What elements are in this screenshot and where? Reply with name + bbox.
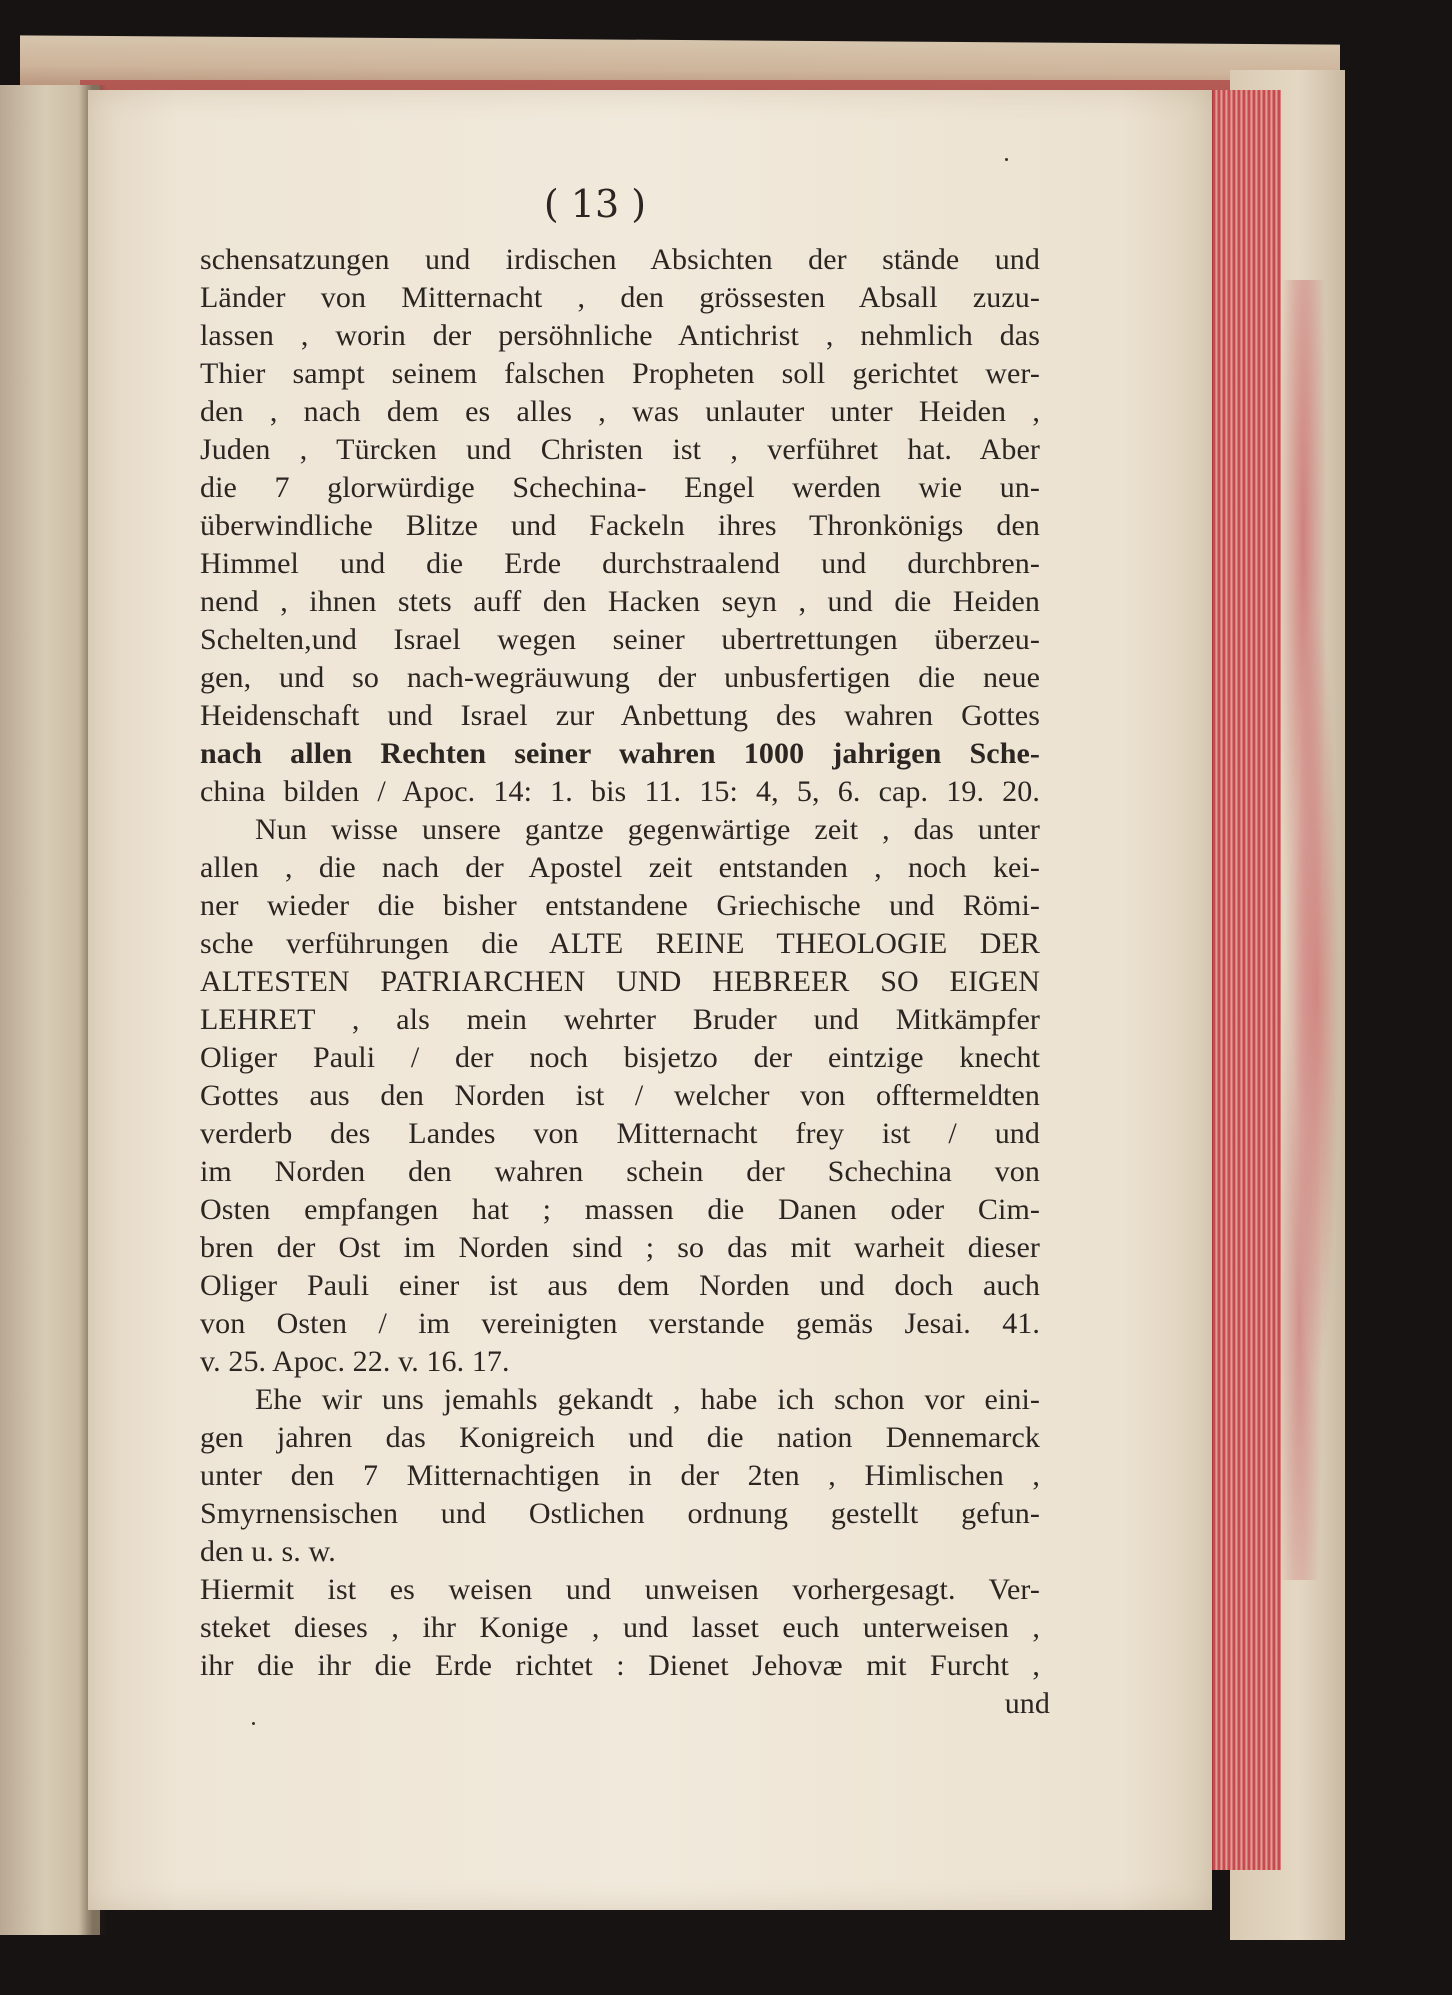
text-line: gen, und so nach-wegräuwung der unbusfertigen die neue: [200, 661, 1040, 694]
text-line: china bilden / Apoc. 14: 1. bis 11. 15: 4, 5, 6. cap. 19. 20.: [200, 775, 1040, 808]
red-fore-edge: [1210, 90, 1281, 1870]
text-line: Schelten,und Israel wegen seiner ubertrettungen überzeu-: [200, 623, 1040, 656]
text-line: Heidenschaft und Israel zur Anbettung des wahren Gottes: [200, 699, 1040, 732]
ink-speck: [252, 1722, 255, 1725]
page-number: ( 13 ): [543, 182, 647, 226]
text-line: ALTESTEN PATRIARCHEN UND HEBREER SO EIGEN: [200, 965, 1040, 998]
text-line: schensatzungen und irdischen Absichten der stände und: [200, 243, 1040, 276]
text-line: Ehe wir uns jemahls gekandt , habe ich schon vor eini-: [255, 1383, 1040, 1416]
text-line: verderb des Landes von Mitternacht frey ist / und: [200, 1117, 1040, 1150]
text-line: nend , ihnen stets auff den Hacken seyn , und die Heiden: [200, 585, 1040, 618]
text-line: ihr die ihr die Erde richtet : Dienet Jehovæ mit Furcht ,: [200, 1649, 1040, 1682]
text-line: den u. s. w.: [200, 1535, 336, 1568]
red-page-edge-top: [80, 80, 1320, 90]
text-line: Smyrnensischen und Ostlichen ordnung gestellt gefun-: [200, 1497, 1040, 1530]
text-line: im Norden den wahren schein der Schechina von: [200, 1155, 1040, 1188]
text-line: Juden , Türcken und Christen ist , verführet hat. Aber: [200, 433, 1040, 466]
text-line: Thier sampt seinem falschen Propheten soll gerichtet wer-: [200, 357, 1040, 390]
text-line: Oliger Pauli / der noch bisjetzo der eintzige knecht: [200, 1041, 1040, 1074]
text-line: Gottes aus den Norden ist / welcher von offtermeldten: [200, 1079, 1040, 1112]
text-line: sche verführungen die ALTE REINE THEOLOGIE DER: [200, 927, 1040, 960]
text-line: nach allen Rechten seiner wahren 1000 jahrigen Sche-: [200, 737, 1040, 770]
ink-speck: [1005, 158, 1008, 161]
text-line: v. 25. Apoc. 22. v. 16. 17.: [200, 1345, 510, 1378]
text-line: die 7 glorwürdige Schechina- Engel werden wie un-: [200, 471, 1040, 504]
text-line: Himmel und die Erde durchstraalend und durchbren-: [200, 547, 1040, 580]
text-line: unter den 7 Mitternachtigen in der 2ten , Himlischen ,: [200, 1459, 1040, 1492]
text-line: lassen , worin der persöhnliche Antichrist , nehmlich das: [200, 319, 1040, 352]
text-line: von Osten / im vereinigten verstande gemäs Jesai. 41.: [200, 1307, 1040, 1340]
text-line: steket dieses , ihr Konige , und lasset euch unterweisen ,: [200, 1611, 1040, 1644]
text-line: ner wieder die bisher entstandene Griechische und Römi-: [200, 889, 1040, 922]
text-line: Länder von Mitternacht , den grössesten Absall zuzu-: [200, 281, 1040, 314]
text-line: Osten empfangen hat ; massen die Danen oder Cim-: [200, 1193, 1040, 1226]
catchword: und: [1004, 1687, 1050, 1720]
fore-edge-marbling: [1275, 280, 1345, 1580]
text-line: Hiermit ist es weisen und unweisen vorhergesagt. Ver-: [200, 1573, 1040, 1606]
text-line: gen jahren das Konigreich und die nation Dennemarck: [200, 1421, 1040, 1454]
text-line: allen , die nach der Apostel zeit entstanden , noch kei-: [200, 851, 1040, 884]
text-line: den , nach dem es alles , was unlauter unter Heiden ,: [200, 395, 1040, 428]
text-line: LEHRET , als mein wehrter Bruder und Mitkämpfer: [200, 1003, 1040, 1036]
text-line: überwindliche Blitze und Fackeln ihres Thronkönigs den: [200, 509, 1040, 542]
text-line: Oliger Pauli einer ist aus dem Norden und doch auch: [200, 1269, 1040, 1302]
text-line: bren der Ost im Norden sind ; so das mit warheit dieser: [200, 1231, 1040, 1264]
text-line: Nun wisse unsere gantze gegenwärtige zeit , das unter: [255, 813, 1040, 846]
